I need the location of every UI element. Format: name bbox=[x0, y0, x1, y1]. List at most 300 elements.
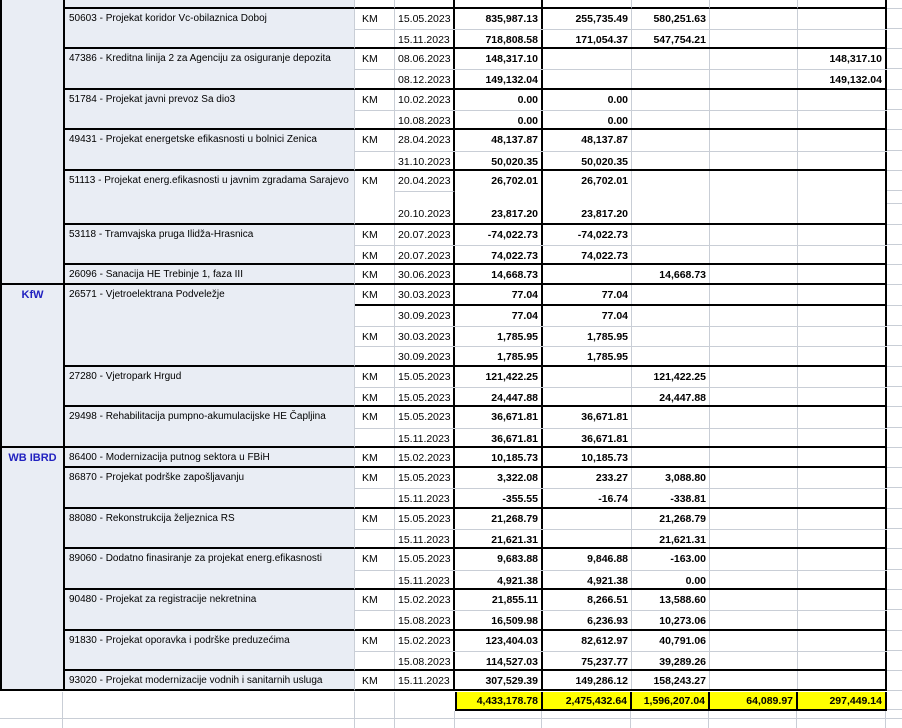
date-cell[interactable]: 20.07.2023 bbox=[395, 246, 455, 263]
amount-cell[interactable] bbox=[798, 509, 887, 529]
amount-cell[interactable] bbox=[798, 327, 887, 346]
amount-cell[interactable] bbox=[710, 171, 798, 191]
amount-cell[interactable]: 1,785.95 bbox=[543, 327, 632, 346]
date-cell[interactable]: 31.10.2023 bbox=[395, 152, 455, 169]
payment-row bbox=[355, 130, 887, 150]
amount-cell[interactable]: 6,236.93 bbox=[543, 611, 632, 628]
amount-cell[interactable] bbox=[798, 246, 887, 263]
amount-cell[interactable] bbox=[798, 347, 887, 364]
amount-cell[interactable] bbox=[798, 489, 887, 506]
amount-cell[interactable]: 121,422.25 bbox=[632, 367, 710, 387]
amount-cell[interactable]: 21,268.79 bbox=[455, 509, 543, 529]
amount-cell[interactable] bbox=[455, 191, 543, 204]
currency-cell[interactable]: KM bbox=[355, 671, 395, 689]
total-cell[interactable]: 297,449.14 bbox=[798, 692, 887, 711]
amount-cell[interactable]: 718,808.58 bbox=[455, 30, 543, 47]
amount-cell[interactable]: 16,509.98 bbox=[455, 611, 543, 628]
amount-cell[interactable] bbox=[632, 130, 710, 150]
total-cell[interactable]: 64,089.97 bbox=[710, 692, 798, 711]
amount-cell[interactable] bbox=[710, 327, 798, 346]
currency-cell[interactable] bbox=[355, 70, 395, 87]
currency-cell[interactable]: KM bbox=[355, 549, 395, 569]
amount-cell[interactable]: -74,022.73 bbox=[543, 225, 632, 245]
amount-cell[interactable]: 77.04 bbox=[543, 285, 632, 303]
date-cell[interactable]: 30.09.2023 bbox=[395, 306, 455, 326]
currency-cell[interactable]: KM bbox=[355, 9, 395, 29]
amount-cell[interactable] bbox=[543, 49, 632, 69]
amount-cell[interactable] bbox=[710, 388, 798, 405]
project-cell[interactable]: 88080 - Rekonstrukcija željeznica RS bbox=[63, 509, 355, 550]
amount-cell[interactable]: 114,527.03 bbox=[455, 652, 543, 669]
amount-cell[interactable] bbox=[710, 30, 798, 47]
amount-cell[interactable] bbox=[710, 152, 798, 169]
project-cell[interactable]: 91830 - Projekat oporavka i podrške preduzećima bbox=[63, 631, 355, 672]
amount-cell[interactable] bbox=[543, 509, 632, 529]
gridline bbox=[887, 428, 902, 448]
amount-cell[interactable] bbox=[543, 367, 632, 387]
amount-cell[interactable] bbox=[710, 671, 798, 689]
amount-cell[interactable]: 1,785.95 bbox=[455, 347, 543, 364]
amount-cell[interactable] bbox=[798, 530, 887, 547]
amount-cell[interactable]: 21,621.31 bbox=[455, 530, 543, 547]
amount-cell[interactable] bbox=[710, 571, 798, 588]
currency-cell[interactable]: KM bbox=[355, 130, 395, 150]
date-cell[interactable]: 15.02.2023 bbox=[395, 590, 455, 610]
amount-cell[interactable]: 171,054.37 bbox=[543, 30, 632, 47]
gridline bbox=[541, 711, 542, 728]
amount-cell[interactable] bbox=[543, 388, 632, 405]
currency-cell[interactable] bbox=[355, 204, 395, 222]
gridline bbox=[394, 692, 395, 728]
amount-cell[interactable]: 9,683.88 bbox=[455, 549, 543, 569]
date-cell[interactable]: 15.11.2023 bbox=[395, 489, 455, 506]
currency-cell[interactable] bbox=[355, 347, 395, 364]
lender-section bbox=[0, 448, 887, 692]
amount-cell[interactable]: 24,447.88 bbox=[632, 388, 710, 405]
amount-cell[interactable]: 149,286.12 bbox=[543, 671, 632, 689]
amount-cell[interactable] bbox=[798, 671, 887, 689]
amount-cell[interactable]: 10,185.73 bbox=[455, 448, 543, 466]
date-cell[interactable]: 30.09.2023 bbox=[395, 347, 455, 364]
sliver-cell[interactable] bbox=[0, 0, 63, 9]
amount-cell[interactable] bbox=[798, 468, 887, 488]
loan-group bbox=[63, 225, 887, 266]
amount-cell[interactable]: 13,588.60 bbox=[632, 590, 710, 610]
total-cell[interactable]: 1,596,207.04 bbox=[632, 692, 710, 711]
project-cell[interactable]: 47386 - Kreditna linija 2 za Agenciju za osiguranje depozita bbox=[63, 49, 355, 90]
amount-cell[interactable]: 123,404.03 bbox=[455, 631, 543, 651]
amount-cell[interactable]: 74,022.73 bbox=[543, 246, 632, 263]
amount-cell[interactable] bbox=[710, 130, 798, 150]
date-cell[interactable]: 10.02.2023 bbox=[395, 90, 455, 110]
amount-cell[interactable] bbox=[798, 549, 887, 569]
project-cell[interactable]: 86870 - Projekat podrške zapošljavanju bbox=[63, 468, 355, 509]
amount-cell[interactable]: 149,132.04 bbox=[798, 70, 887, 87]
amount-cell[interactable] bbox=[543, 70, 632, 87]
project-cell[interactable]: 53118 - Tramvajska pruga Ilidža-Hrasnica bbox=[63, 225, 355, 266]
gridline bbox=[887, 326, 902, 346]
amount-cell[interactable]: 26,702.01 bbox=[455, 171, 543, 191]
amount-cell[interactable]: -163.00 bbox=[632, 549, 710, 569]
amount-cell[interactable]: -74,022.73 bbox=[455, 225, 543, 245]
gridline bbox=[887, 110, 902, 130]
amount-cell[interactable] bbox=[798, 367, 887, 387]
currency-cell[interactable] bbox=[355, 429, 395, 446]
amount-cell[interactable]: 74,022.73 bbox=[455, 246, 543, 263]
date-cell[interactable]: 15.02.2023 bbox=[395, 631, 455, 651]
gridline bbox=[887, 509, 902, 529]
date-cell[interactable] bbox=[395, 191, 455, 204]
amount-cell[interactable] bbox=[632, 90, 710, 110]
amount-cell[interactable] bbox=[710, 611, 798, 628]
date-cell[interactable]: 28.04.2023 bbox=[395, 130, 455, 150]
amount-cell[interactable]: 4,921.38 bbox=[543, 571, 632, 588]
payment-row bbox=[355, 570, 887, 590]
amount-cell[interactable] bbox=[710, 191, 798, 204]
amount-cell[interactable] bbox=[710, 367, 798, 387]
amount-cell[interactable]: 23,817.20 bbox=[455, 204, 543, 222]
lender-label-cell[interactable]: WB IBRD bbox=[0, 448, 63, 692]
amount-cell[interactable] bbox=[798, 448, 887, 466]
project-cell[interactable]: 26096 - Sanacija HE Trebinje 1, faza III bbox=[63, 265, 355, 285]
amount-cell[interactable] bbox=[710, 429, 798, 446]
amount-cell[interactable]: 21,855.11 bbox=[455, 590, 543, 610]
amount-cell[interactable] bbox=[632, 327, 710, 346]
amount-cell[interactable]: 77.04 bbox=[543, 306, 632, 326]
payment-rows bbox=[355, 367, 887, 408]
amount-cell[interactable] bbox=[710, 489, 798, 506]
date-cell[interactable]: 15.08.2023 bbox=[395, 611, 455, 628]
amount-cell[interactable]: 75,237.77 bbox=[543, 652, 632, 669]
payment-row bbox=[355, 610, 887, 630]
date-cell[interactable]: 15.05.2023 bbox=[395, 509, 455, 529]
sliver-cell[interactable] bbox=[355, 0, 395, 9]
amount-cell[interactable] bbox=[710, 265, 798, 283]
project-wrap-spacer-row bbox=[355, 191, 887, 204]
amount-cell[interactable] bbox=[798, 306, 887, 326]
loan-group bbox=[63, 448, 887, 468]
project-cell[interactable]: 90480 - Projekat za registracije nekretnina bbox=[63, 590, 355, 631]
amount-cell[interactable] bbox=[632, 448, 710, 466]
amount-cell[interactable] bbox=[798, 611, 887, 628]
amount-cell[interactable] bbox=[543, 265, 632, 283]
date-cell[interactable]: 08.12.2023 bbox=[395, 70, 455, 87]
date-cell[interactable]: 15.08.2023 bbox=[395, 652, 455, 669]
payment-row bbox=[355, 245, 887, 265]
amount-cell[interactable]: 82,612.97 bbox=[543, 631, 632, 651]
project-cell[interactable]: 51784 - Projekat javni prevoz Sa dio3 bbox=[63, 90, 355, 131]
amount-cell[interactable] bbox=[710, 448, 798, 466]
amount-cell[interactable]: 3,088.80 bbox=[632, 468, 710, 488]
currency-cell[interactable]: KM bbox=[355, 509, 395, 529]
amount-cell[interactable] bbox=[632, 111, 710, 128]
lender-label-cell[interactable]: KfW bbox=[0, 285, 63, 447]
amount-cell[interactable]: 36,671.81 bbox=[455, 429, 543, 446]
amount-cell[interactable]: 0.00 bbox=[455, 111, 543, 128]
amount-cell[interactable] bbox=[798, 204, 887, 222]
date-cell[interactable]: 15.11.2023 bbox=[395, 671, 455, 689]
amount-cell[interactable] bbox=[710, 468, 798, 488]
amount-cell[interactable] bbox=[798, 388, 887, 405]
currency-cell[interactable]: KM bbox=[355, 631, 395, 651]
lender-label-cell[interactable] bbox=[0, 9, 63, 286]
date-cell[interactable]: 15.05.2023 bbox=[395, 9, 455, 29]
amount-cell[interactable]: -355.55 bbox=[455, 489, 543, 506]
amount-cell[interactable] bbox=[632, 429, 710, 446]
amount-cell[interactable] bbox=[543, 191, 632, 204]
amount-cell[interactable] bbox=[632, 191, 710, 204]
project-cell[interactable]: 29498 - Rehabilitacija pumpno-akumulacijske HE Čapljina bbox=[63, 407, 355, 448]
amount-cell[interactable] bbox=[798, 171, 887, 191]
date-cell[interactable]: 30.06.2023 bbox=[395, 265, 455, 283]
amount-cell[interactable] bbox=[798, 571, 887, 588]
amount-cell[interactable]: 48,137.87 bbox=[455, 130, 543, 150]
amount-cell[interactable]: 77.04 bbox=[455, 306, 543, 326]
amount-cell[interactable] bbox=[798, 9, 887, 29]
project-cell[interactable]: 49431 - Projekat energetske efikasnosti u bolnici Zenica bbox=[63, 130, 355, 171]
currency-cell[interactable]: KM bbox=[355, 407, 395, 427]
currency-cell[interactable]: KM bbox=[355, 590, 395, 610]
date-cell[interactable]: 15.05.2023 bbox=[395, 468, 455, 488]
amount-cell[interactable]: 148,317.10 bbox=[455, 49, 543, 69]
amount-cell[interactable] bbox=[798, 652, 887, 669]
currency-cell[interactable] bbox=[355, 191, 395, 204]
amount-cell[interactable]: 307,529.39 bbox=[455, 671, 543, 689]
amount-cell[interactable] bbox=[798, 225, 887, 245]
project-cell[interactable]: 26571 - Vjetroelektrana Podveležje bbox=[63, 285, 355, 366]
amount-cell[interactable] bbox=[632, 225, 710, 245]
amount-cell[interactable]: 148,317.10 bbox=[798, 49, 887, 69]
amount-cell[interactable]: 14,668.73 bbox=[455, 265, 543, 283]
date-cell[interactable]: 10.08.2023 bbox=[395, 111, 455, 128]
amount-cell[interactable]: 26,702.01 bbox=[543, 171, 632, 191]
amount-cell[interactable]: 8,266.51 bbox=[543, 590, 632, 610]
sliver-cell[interactable] bbox=[395, 0, 455, 9]
amount-cell[interactable] bbox=[632, 306, 710, 326]
project-cell[interactable]: 86400 - Modernizacija putnog sektora u FBiH bbox=[63, 448, 355, 468]
amount-cell[interactable]: 9,846.88 bbox=[543, 549, 632, 569]
amount-cell[interactable] bbox=[710, 49, 798, 69]
date-cell[interactable]: 08.06.2023 bbox=[395, 49, 455, 69]
date-cell[interactable]: 15.05.2023 bbox=[395, 388, 455, 405]
gridline bbox=[887, 9, 902, 29]
project-cell[interactable]: 27280 - Vjetropark Hrgud bbox=[63, 367, 355, 408]
amount-cell[interactable]: 48,137.87 bbox=[543, 130, 632, 150]
gridline bbox=[887, 130, 902, 150]
currency-cell[interactable]: KM bbox=[355, 225, 395, 245]
amount-cell[interactable]: 0.00 bbox=[632, 571, 710, 588]
date-cell[interactable]: 15.11.2023 bbox=[395, 30, 455, 47]
amount-cell[interactable]: 21,621.31 bbox=[632, 530, 710, 547]
gridline bbox=[887, 191, 902, 204]
amount-cell[interactable] bbox=[710, 9, 798, 29]
amount-cell[interactable]: 21,268.79 bbox=[632, 509, 710, 529]
amount-cell[interactable] bbox=[710, 347, 798, 364]
amount-cell[interactable] bbox=[710, 509, 798, 529]
amount-cell[interactable] bbox=[710, 407, 798, 427]
amount-cell[interactable]: 835,987.13 bbox=[455, 9, 543, 29]
amount-cell[interactable] bbox=[798, 191, 887, 204]
date-cell[interactable]: 20.07.2023 bbox=[395, 225, 455, 245]
amount-cell[interactable]: 10,185.73 bbox=[543, 448, 632, 466]
amount-cell[interactable] bbox=[632, 152, 710, 169]
date-cell[interactable]: 15.05.2023 bbox=[395, 367, 455, 387]
amount-cell[interactable] bbox=[798, 30, 887, 47]
amount-cell[interactable]: 0.00 bbox=[543, 111, 632, 128]
amount-cell[interactable] bbox=[710, 285, 798, 303]
amount-cell[interactable]: 149,132.04 bbox=[455, 70, 543, 87]
amount-cell[interactable] bbox=[710, 204, 798, 222]
amount-cell[interactable] bbox=[710, 225, 798, 245]
amount-cell[interactable] bbox=[632, 171, 710, 191]
amount-cell[interactable]: 580,251.63 bbox=[632, 9, 710, 29]
currency-cell[interactable]: KM bbox=[355, 171, 395, 191]
amount-cell[interactable]: 158,243.27 bbox=[632, 671, 710, 689]
amount-cell[interactable]: 0.00 bbox=[543, 90, 632, 110]
project-cell[interactable]: 51113 - Projekat energ.efikasnosti u javnim zgradama Sarajevo bbox=[63, 171, 355, 225]
date-cell[interactable]: 15.11.2023 bbox=[395, 429, 455, 446]
currency-cell[interactable] bbox=[355, 306, 395, 326]
currency-cell[interactable]: KM bbox=[355, 388, 395, 405]
currency-cell[interactable]: KM bbox=[355, 49, 395, 69]
date-cell[interactable]: 15.02.2023 bbox=[395, 448, 455, 466]
payment-row bbox=[355, 509, 887, 529]
total-cell[interactable]: 2,475,432.64 bbox=[543, 692, 632, 711]
currency-cell[interactable] bbox=[355, 111, 395, 128]
amount-cell[interactable] bbox=[798, 429, 887, 446]
amount-cell[interactable]: 255,735.49 bbox=[543, 9, 632, 29]
amount-cell[interactable] bbox=[632, 407, 710, 427]
amount-cell[interactable]: 36,671.81 bbox=[543, 407, 632, 427]
currency-cell[interactable]: KM bbox=[355, 246, 395, 263]
amount-cell[interactable] bbox=[798, 590, 887, 610]
currency-cell[interactable] bbox=[355, 611, 395, 628]
payment-row bbox=[355, 225, 887, 245]
amount-cell[interactable]: -338.81 bbox=[632, 489, 710, 506]
currency-cell[interactable]: KM bbox=[355, 448, 395, 466]
total-cell[interactable]: 4,433,178.78 bbox=[455, 692, 543, 711]
currency-cell[interactable] bbox=[355, 152, 395, 169]
date-cell[interactable]: 30.03.2023 bbox=[395, 327, 455, 346]
amount-cell[interactable]: 50,020.35 bbox=[455, 152, 543, 169]
amount-cell[interactable]: 3,322.08 bbox=[455, 468, 543, 488]
amount-cell[interactable] bbox=[632, 285, 710, 303]
amount-cell[interactable]: 547,754.21 bbox=[632, 30, 710, 47]
loan-group bbox=[63, 407, 887, 448]
amount-cell[interactable] bbox=[710, 549, 798, 569]
currency-cell[interactable] bbox=[355, 489, 395, 506]
amount-cell[interactable]: 39,289.26 bbox=[632, 652, 710, 669]
loan-group bbox=[63, 171, 887, 225]
amount-cell[interactable] bbox=[632, 70, 710, 87]
currency-cell[interactable] bbox=[355, 652, 395, 669]
amount-cell[interactable]: 36,671.81 bbox=[455, 407, 543, 427]
project-cell[interactable]: 93020 - Projekat modernizacije vodnih i sanitarnih usluga bbox=[63, 671, 355, 691]
amount-cell[interactable]: -16.74 bbox=[543, 489, 632, 506]
currency-cell[interactable]: KM bbox=[355, 90, 395, 110]
project-cell[interactable]: 50603 - Projekat koridor Vc-obilaznica Doboj bbox=[63, 9, 355, 50]
gridline bbox=[887, 488, 902, 508]
sliver-cell[interactable] bbox=[455, 0, 543, 9]
amount-cell[interactable] bbox=[710, 70, 798, 87]
currency-cell[interactable]: KM bbox=[355, 265, 395, 283]
amount-cell[interactable] bbox=[798, 152, 887, 169]
amount-cell[interactable] bbox=[798, 285, 887, 303]
currency-cell[interactable]: KM bbox=[355, 285, 395, 303]
amount-cell[interactable] bbox=[798, 111, 887, 128]
amount-cell[interactable] bbox=[798, 631, 887, 651]
amount-cell[interactable]: 1,785.95 bbox=[543, 347, 632, 364]
amount-cell[interactable]: 1,785.95 bbox=[455, 327, 543, 346]
amount-cell[interactable] bbox=[710, 590, 798, 610]
amount-cell[interactable]: 77.04 bbox=[455, 285, 543, 303]
amount-cell[interactable]: 121,422.25 bbox=[455, 367, 543, 387]
sliver-cell[interactable] bbox=[710, 0, 798, 9]
date-cell[interactable]: 30.03.2023 bbox=[395, 285, 455, 303]
payment-rows bbox=[355, 671, 887, 691]
loan-group bbox=[63, 631, 887, 672]
amount-cell[interactable]: 36,671.81 bbox=[543, 429, 632, 446]
sliver-cell[interactable] bbox=[632, 0, 710, 9]
amount-cell[interactable] bbox=[798, 90, 887, 110]
amount-cell[interactable] bbox=[710, 246, 798, 263]
amount-cell[interactable] bbox=[632, 347, 710, 364]
sliver-cell[interactable] bbox=[63, 0, 355, 9]
amount-cell[interactable]: 4,921.38 bbox=[455, 571, 543, 588]
amount-cell[interactable]: 10,273.06 bbox=[632, 611, 710, 628]
currency-cell[interactable] bbox=[355, 530, 395, 547]
amount-cell[interactable]: 24,447.88 bbox=[455, 388, 543, 405]
amount-cell[interactable]: 14,668.73 bbox=[632, 265, 710, 283]
sliver-cell[interactable] bbox=[798, 0, 887, 9]
amount-cell[interactable] bbox=[632, 49, 710, 69]
date-cell[interactable]: 20.04.2023 bbox=[395, 171, 455, 191]
amount-cell[interactable] bbox=[710, 530, 798, 547]
gridline bbox=[887, 691, 902, 710]
currency-cell[interactable]: KM bbox=[355, 327, 395, 346]
amount-cell[interactable] bbox=[798, 407, 887, 427]
currency-cell[interactable] bbox=[355, 571, 395, 588]
currency-cell[interactable] bbox=[355, 30, 395, 47]
amount-cell[interactable] bbox=[710, 111, 798, 128]
amount-cell[interactable] bbox=[632, 246, 710, 263]
date-cell[interactable]: 15.11.2023 bbox=[395, 571, 455, 588]
amount-cell[interactable] bbox=[798, 130, 887, 150]
amount-cell[interactable] bbox=[710, 631, 798, 651]
amount-cell[interactable]: 50,020.35 bbox=[543, 152, 632, 169]
amount-cell[interactable]: 0.00 bbox=[455, 90, 543, 110]
date-cell[interactable]: 15.11.2023 bbox=[395, 530, 455, 547]
amount-cell[interactable] bbox=[710, 306, 798, 326]
payment-row bbox=[355, 306, 887, 326]
amount-cell[interactable] bbox=[543, 530, 632, 547]
amount-cell[interactable] bbox=[710, 652, 798, 669]
amount-cell[interactable] bbox=[710, 90, 798, 110]
amount-cell[interactable] bbox=[798, 265, 887, 283]
project-cell[interactable]: 89060 - Dodatno finasiranje za projekat energ.efikasnosti bbox=[63, 549, 355, 590]
currency-cell[interactable]: KM bbox=[355, 367, 395, 387]
currency-cell[interactable]: KM bbox=[355, 468, 395, 488]
amount-cell[interactable]: 23,817.20 bbox=[543, 204, 632, 222]
amount-cell[interactable]: 233.27 bbox=[543, 468, 632, 488]
date-cell[interactable]: 20.10.2023 bbox=[395, 204, 455, 222]
date-cell[interactable]: 15.05.2023 bbox=[395, 407, 455, 427]
amount-cell[interactable]: 40,791.06 bbox=[632, 631, 710, 651]
sliver-cell[interactable] bbox=[543, 0, 632, 9]
amount-cell[interactable] bbox=[632, 204, 710, 222]
loan-group bbox=[63, 90, 887, 131]
date-cell[interactable]: 15.05.2023 bbox=[395, 549, 455, 569]
